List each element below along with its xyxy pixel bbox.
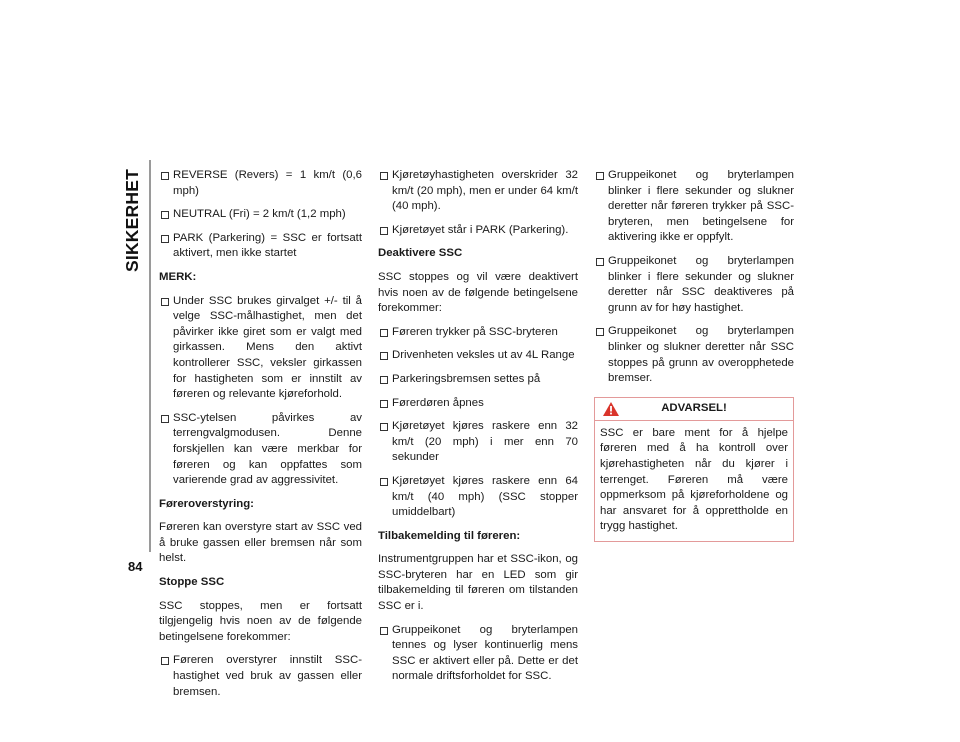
page-number: 84	[128, 559, 143, 574]
stop-bullet: Kjøretøyhastigheten overskrider 32 km/t (20 mph), men er under 64 km/t (40 mph).	[378, 168, 578, 215]
warning-header	[595, 398, 793, 421]
feedback-bullet: Gruppeikonet og bryterlampen blinker i flere sekunder og slukner deretter når SSC deaktiveres på grunn av for høy hastighet.	[594, 254, 794, 316]
section-title-text: SIKKERHET	[121, 168, 142, 272]
bullet-item: PARK (Parkering) = SSC er fortsatt aktivert, men ikke startet	[159, 231, 362, 262]
override-heading: Føreroverstyring:	[159, 497, 254, 510]
bullet-item: NEUTRAL (Fri) = 2 km/t (1,2 mph)	[159, 207, 362, 223]
warning-triangle-icon	[602, 401, 620, 417]
stop-ssc-paragraph: SSC stoppes, men er fortsatt tilgjengelig hvis noen av de følgende betingelsene forekommer:	[159, 599, 362, 643]
deactivate-paragraph: SSC stoppes og vil være deaktivert hvis noen av de følgende betingelsene forekommer:	[378, 270, 578, 315]
deactivate-bullet: Kjøretøyet kjøres raskere enn 32 km/t (20 mph) i mer enn 70 sekunder	[378, 419, 578, 466]
warning-text: SSC er bare ment for å hjelpe føreren med å ha kontroll over kjørehastigheten når du kjører i terrenget. Føreren må være oppmerksom på kjøreforholdene og har ansvaret for å opprettholde en trygg hastighet.	[600, 426, 788, 533]
stop-bullet: Kjøretøyet står i PARK (Parkering).	[378, 223, 578, 239]
column-1	[159, 168, 362, 708]
feedback-bullet: Gruppeikonet og bryterlampen blinker og slukner deretter når SSC stoppes på grunn av overopphetede bremser.	[594, 324, 794, 386]
feedback-paragraph: Instrumentgruppen har et SSC-ikon, og SSC-bryteren har en LED som gir tilbakemelding til føreren om tilstanden SSC er i.	[378, 553, 578, 613]
deactivate-bullet: Kjøretøyet kjøres raskere enn 64 km/t (40 mph) (SSC stopper umiddelbart)	[378, 474, 578, 521]
column-3	[594, 168, 794, 542]
section-divider	[149, 160, 151, 552]
deactivate-bullet: Parkeringsbremsen settes på	[378, 372, 578, 388]
note-heading: MERK:	[159, 270, 197, 283]
feedback-heading: Tilbakemelding til føreren:	[378, 529, 521, 542]
note-bullet: Under SSC brukes girvalget +/- til å velge SSC-målhastighet, men det påvirker ikke giret som er valgt med girkassen. Mens den aktivt kontrollerer SSC, veksler girkassen for hastigheten som er innstilt av føreren og relevante kjøreforhold.	[159, 294, 362, 403]
stop-ssc-heading: Stoppe SSC	[159, 576, 225, 589]
deactivate-heading: Deaktivere SSC	[378, 247, 463, 260]
override-paragraph: Føreren kan overstyre start av SSC ved å bruke gassen eller bremsen når som helst.	[159, 521, 362, 565]
feedback-bullet: Gruppeikonet og bryterlampen tennes og lyser kontinuerlig mens SSC er aktivert eller på. Dette er det normale driftsforholdet for SSC.	[378, 623, 578, 685]
stop-bullet: Føreren overstyrer innstilt SSC-hastighet ved bruk av gassen eller bremsen.	[159, 653, 362, 700]
bullet-item: REVERSE (Revers) = 1 km/t (0,6 mph)	[159, 168, 362, 199]
deactivate-bullet: Førerdøren åpnes	[378, 396, 578, 412]
deactivate-bullet: Drivenheten veksles ut av 4L Range	[378, 348, 578, 364]
deactivate-bullet: Føreren trykker på SSC-bryteren	[378, 325, 578, 341]
note-bullet: SSC-ytelsen påvirkes av terrengvalgmodusen. Denne forskjellen kan være merkbar for føreren og kan oppfattes som varierende grad av aggressivitet.	[159, 411, 362, 489]
column-2	[378, 168, 578, 693]
warning-box	[594, 397, 794, 542]
feedback-bullet: Gruppeikonet og bryterlampen blinker i flere sekunder og slukner deretter når føreren trykker på SSC-bryteren, men betingelsene for aktivering ikke er oppfylt.	[594, 168, 794, 246]
warning-title: ADVARSEL!	[661, 401, 727, 414]
